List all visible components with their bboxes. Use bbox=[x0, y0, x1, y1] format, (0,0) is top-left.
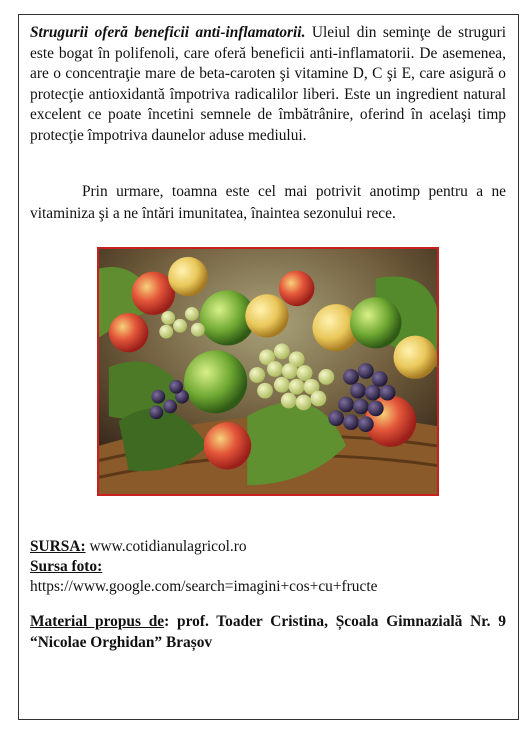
photo-source-url: https://www.google.com/search=imagini+cos+cu+fructe bbox=[30, 578, 378, 595]
source-value: www.cotidianulagricol.ro bbox=[85, 538, 247, 555]
fruit-basket-photo bbox=[97, 247, 439, 496]
source-label: SURSA: bbox=[30, 538, 86, 555]
author-label: Material propus de bbox=[30, 613, 165, 630]
fruit-basket-image bbox=[99, 249, 437, 494]
paragraph-conclusion: Prin urmare, toamna este cel mai potrivit anotimp pentru a ne vitaminiza şi a ne întări imunitatea, înaintea sezonului rece. bbox=[30, 183, 506, 222]
paragraph-body: Uleiul din seminţe de struguri este bogat în polifenoli, care oferă beneficii anti-inflamatorii. De asemenea, are o concentraţie mare de beta-caroten şi vitamine D, C şi E, care asigură o protecţie antioxidantă împotriva radicalilor liberi. Este un ingredient natural excelent ce poate încetini semnele de îmbătrânire, oferind în acelaşi timp protecţie împotriva daunelor aduse mediului. bbox=[30, 24, 507, 144]
page-frame bbox=[18, 14, 519, 720]
author-credit bbox=[30, 612, 506, 653]
paragraph-lead: Strugurii oferă beneficii anti-inflamatorii. bbox=[30, 24, 306, 41]
paragraph-grapes-benefits bbox=[30, 23, 506, 146]
source-line bbox=[30, 537, 510, 557]
author-text: : prof. Toader Cristina, Școala Gimnazială Nr. 9 “Nicolae Orghidan” Brașov bbox=[30, 613, 507, 651]
photo-source-label: Sursa foto: bbox=[30, 558, 103, 575]
